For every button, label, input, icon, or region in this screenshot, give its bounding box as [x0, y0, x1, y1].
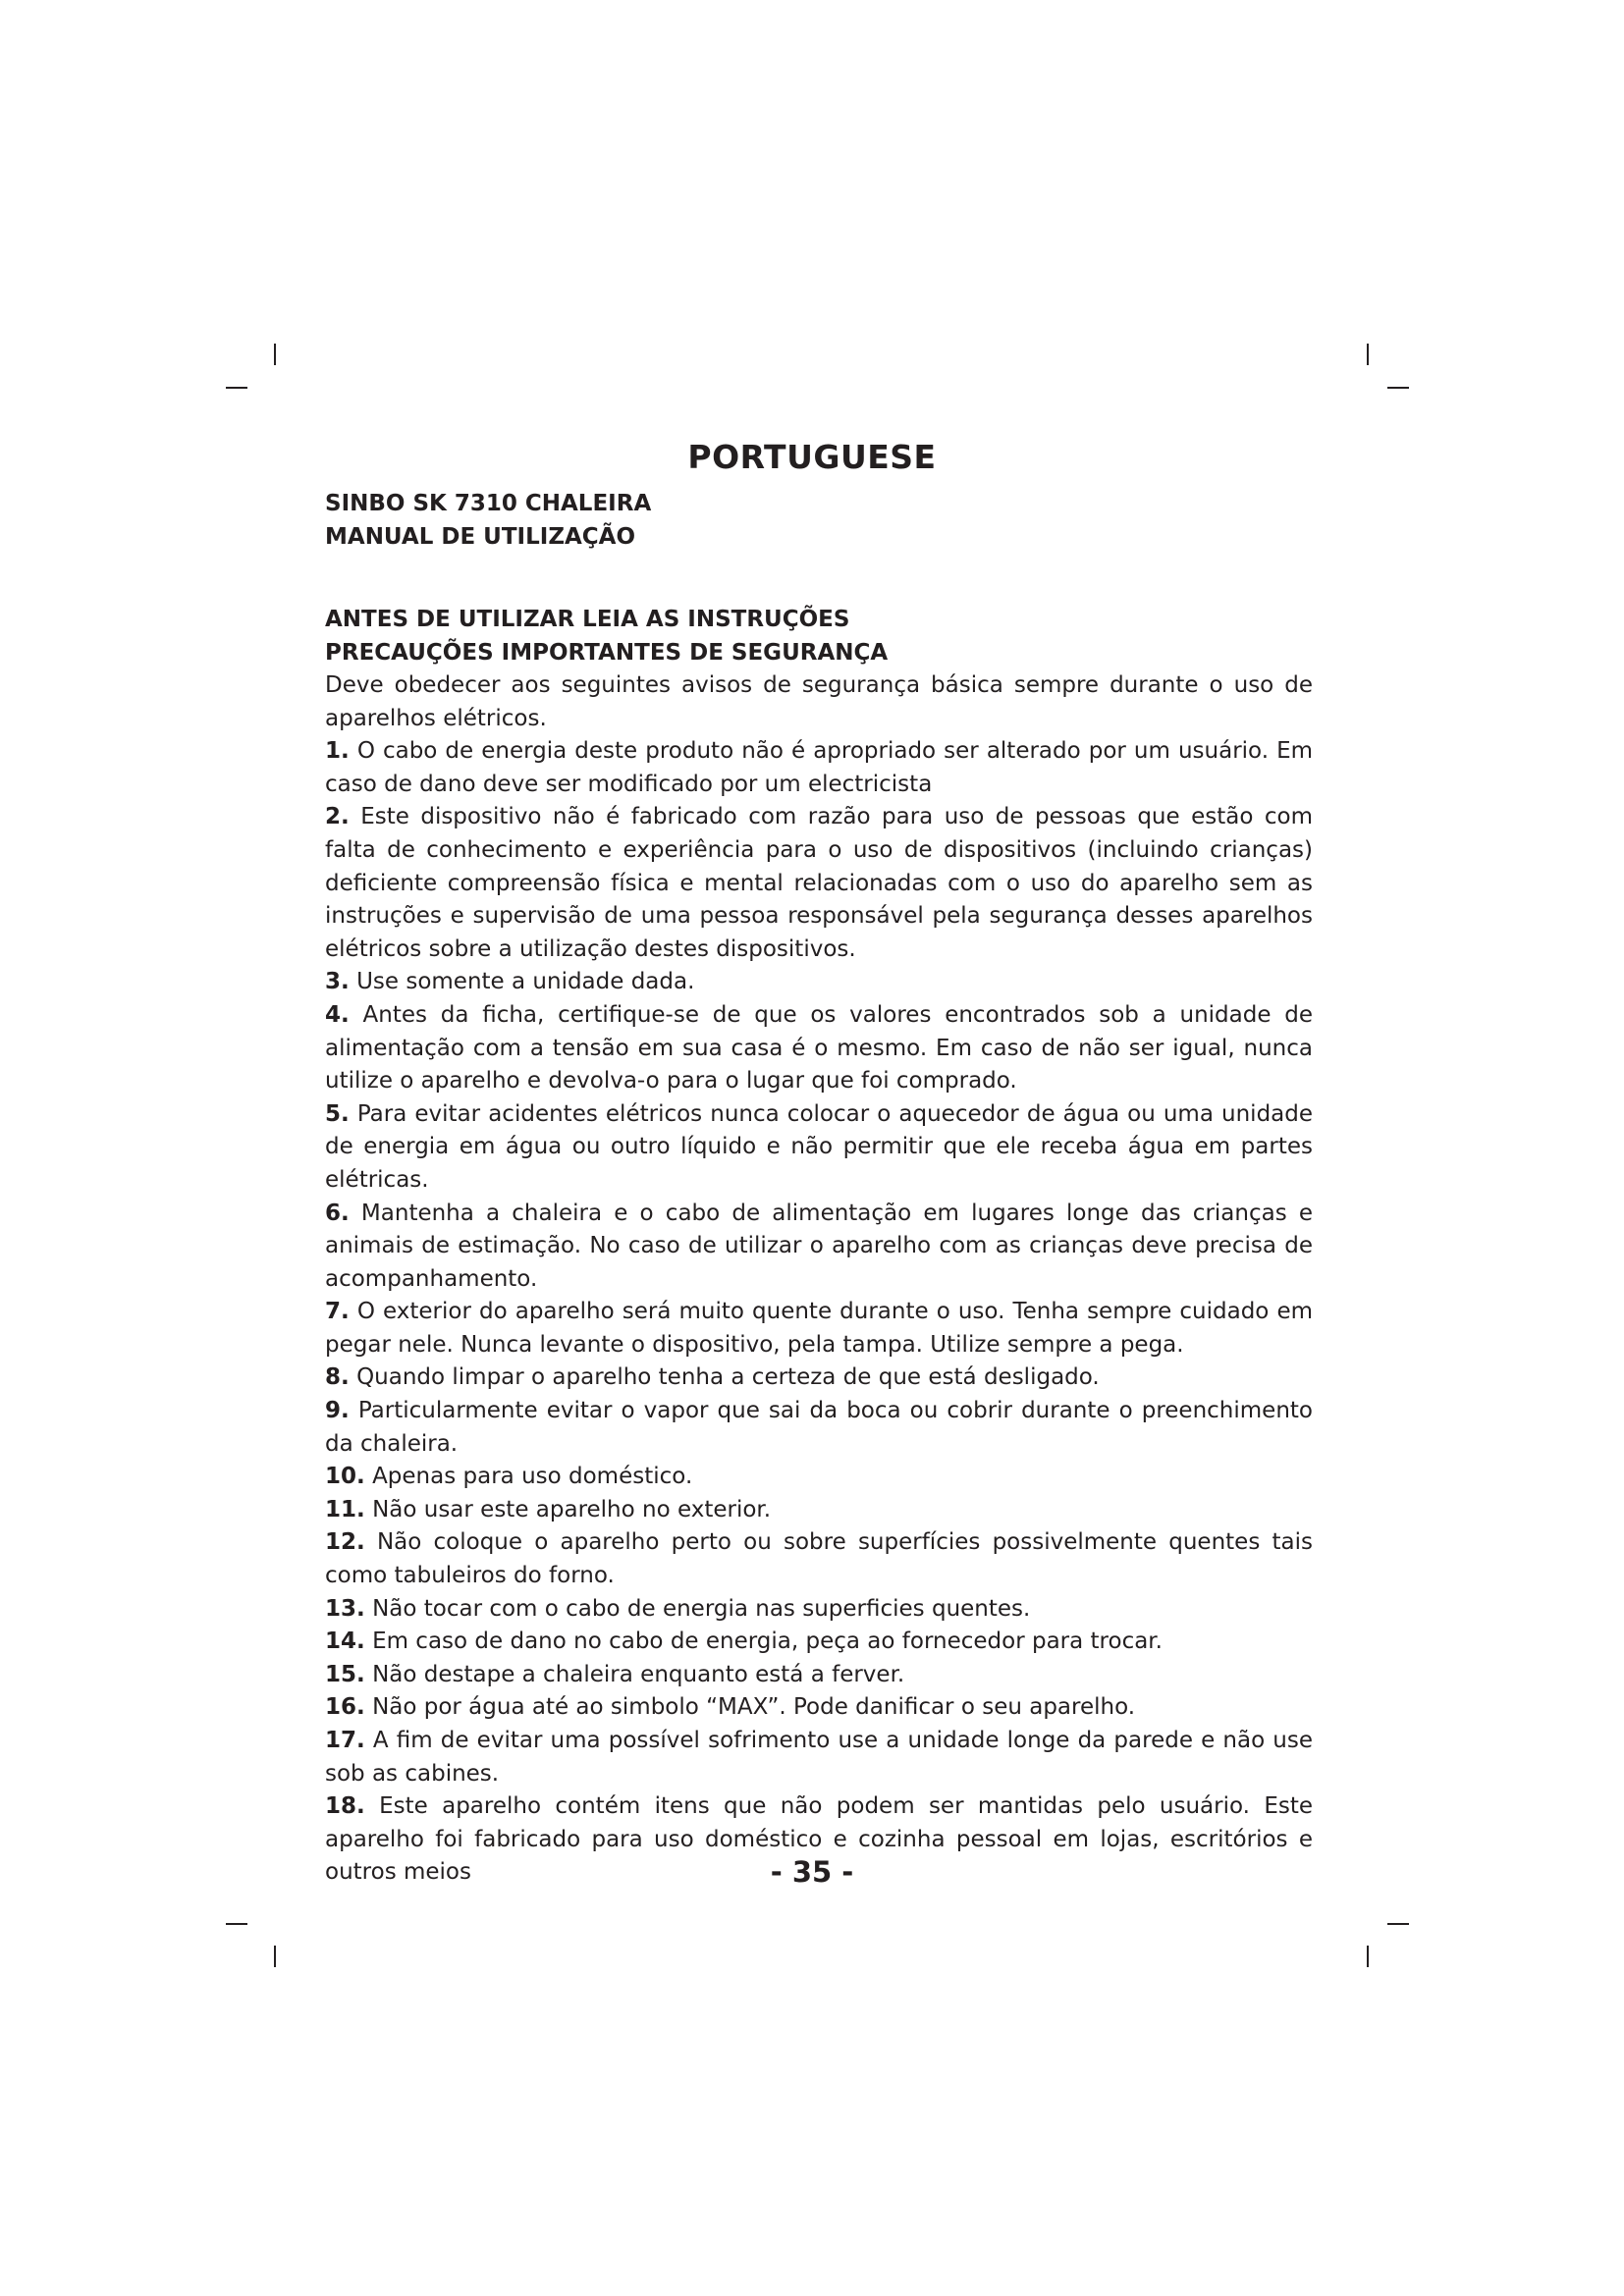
safety-item — [325, 999, 1313, 1098]
crop-mark-bottom-right-horizontal — [1387, 1923, 1409, 1925]
safety-heading — [325, 603, 1313, 669]
safety-item — [325, 1461, 1313, 1494]
safety-item — [325, 735, 1313, 801]
safety-item — [325, 1626, 1313, 1659]
product-heading — [325, 487, 1313, 554]
item-text: Não usar este aparelho no exterior. — [372, 1496, 772, 1522]
product-heading-line: MANUAL DE UTILIZAÇÃO — [325, 524, 636, 550]
item-number: 4. — [325, 1001, 350, 1028]
item-number: 14. — [325, 1629, 365, 1655]
safety-item — [325, 1725, 1313, 1790]
item-number: 5. — [325, 1100, 350, 1127]
safety-item — [325, 1494, 1313, 1527]
safety-item — [325, 1198, 1313, 1297]
item-number: 3. — [325, 969, 350, 995]
item-text: Não coloque o aparelho perto ou sobre superfícies possivelmente quentes tais como tabuleiros do forno. — [325, 1529, 1313, 1589]
item-text: Este aparelho contém itens que não podem ser mantidas pelo usuário. Este aparelho foi fabricado para uso doméstico e cozinha pessoal em lojas, escritórios e outros meios — [325, 1793, 1313, 1886]
crop-mark-top-left-vertical — [274, 344, 276, 365]
crop-mark-bottom-right-vertical — [1367, 1946, 1369, 1967]
item-text: A fim de evitar uma possível sofrimento use a unidade longe da parede e não use sob as cabines. — [325, 1728, 1313, 1787]
safety-item — [325, 1296, 1313, 1362]
safety-heading-line: ANTES DE UTILIZAR LEIA AS INSTRUÇÕES — [325, 607, 850, 632]
safety-item — [325, 801, 1313, 966]
safety-item — [325, 1526, 1313, 1592]
item-text: O cabo de energia deste produto não é apropriado ser alterado por um usuário. Em caso de dano deve ser modificado por um electricista — [325, 738, 1314, 797]
safety-item — [325, 1098, 1313, 1198]
item-number: 16. — [325, 1694, 365, 1721]
crop-mark-top-right-vertical — [1367, 344, 1369, 365]
item-number: 18. — [325, 1793, 365, 1820]
item-text: Em caso de dano no cabo de energia, peça ao fornecedor para trocar. — [372, 1629, 1163, 1655]
item-number: 13. — [325, 1595, 365, 1622]
item-number: 17. — [325, 1728, 365, 1753]
item-number: 9. — [325, 1398, 350, 1424]
crop-mark-top-right-horizontal — [1387, 387, 1409, 389]
item-number: 8. — [325, 1364, 350, 1391]
item-text: Não tocar com o cabo de energia nas superficies quentes. — [372, 1595, 1031, 1622]
crop-mark-bottom-left-horizontal — [226, 1923, 247, 1925]
item-number: 6. — [325, 1200, 350, 1226]
safety-item — [325, 966, 1313, 999]
item-text: Apenas para uso doméstico. — [372, 1464, 693, 1490]
item-text: Não por água até ao simbolo “MAX”. Pode danificar o seu aparelho. — [372, 1694, 1136, 1721]
safety-item — [325, 1362, 1313, 1395]
item-number: 15. — [325, 1661, 365, 1687]
item-text: Particularmente evitar o vapor que sai da boca ou cobrir durante o preenchimento da chaleira. — [325, 1398, 1313, 1457]
item-number: 11. — [325, 1496, 365, 1522]
item-text: Quando limpar o aparelho tenha a certeza de que está desligado. — [356, 1364, 1100, 1391]
crop-mark-top-left-horizontal — [226, 387, 247, 389]
item-number: 12. — [325, 1529, 365, 1556]
item-number: 1. — [325, 738, 350, 765]
safety-heading-line: PRECAUÇÕES IMPORTANTES DE SEGURANÇA — [325, 640, 889, 666]
safety-item — [325, 1395, 1313, 1461]
section-gap — [325, 554, 1313, 603]
item-text: Para evitar acidentes elétricos nunca colocar o aquecedor de água ou uma unidade de energia em água ou outro líquido e não permitir que ele receba água em partes elétricas. — [325, 1100, 1314, 1193]
safety-item — [325, 1691, 1313, 1725]
item-text: Não destape a chaleira enquanto está a ferver. — [372, 1661, 905, 1687]
item-text: Antes da ficha, certifique-se de que os valores encontrados sob a unidade de alimentação com a tensão em sua casa é o mesmo. Em caso de não ser igual, nunca utilize o aparelho e devolva-o para o lugar que foi comprado. — [325, 1001, 1313, 1095]
item-number: 10. — [325, 1464, 365, 1490]
page-number: - 35 - — [770, 1855, 854, 1889]
safety-items-list — [325, 735, 1313, 1890]
manual-content — [325, 487, 1313, 1890]
page-title: PORTUGUESE — [687, 438, 937, 476]
safety-item — [325, 1659, 1313, 1692]
crop-mark-bottom-left-vertical — [274, 1946, 276, 1967]
safety-item — [325, 1593, 1313, 1627]
item-text: Mantenha a chaleira e o cabo de alimentação em lugares longe das crianças e animais de estimação. No caso de utilizar o aparelho com as crianças deve precisa de acompanhamento. — [325, 1200, 1314, 1292]
product-heading-line: SINBO SK 7310 CHALEIRA — [325, 491, 652, 516]
item-text: Este dispositivo não é fabricado com razão para uso de pessoas que estão com falta de conhecimento e experiência para o uso de dispositivos (incluindo crianças) deficiente compreensão física e mental relacionadas com o uso do aparelho sem as instruções e supervisão de uma pessoa responsável pela segurança desses aparelhos elétricos sobre a utilização destes dispositivos. — [325, 804, 1313, 962]
item-text: Use somente a unidade dada. — [356, 969, 695, 995]
intro-paragraph: Deve obedecer aos seguintes avisos de segurança básica sempre durante o uso de aparelhos elétricos. — [325, 672, 1313, 731]
item-number: 7. — [325, 1299, 350, 1325]
item-text: O exterior do aparelho será muito quente durante o uso. Tenha sempre cuidado em pegar nele. Nunca levante o dispositivo, pela tampa. Utilize sempre a pega. — [325, 1299, 1313, 1358]
item-number: 2. — [325, 804, 350, 830]
